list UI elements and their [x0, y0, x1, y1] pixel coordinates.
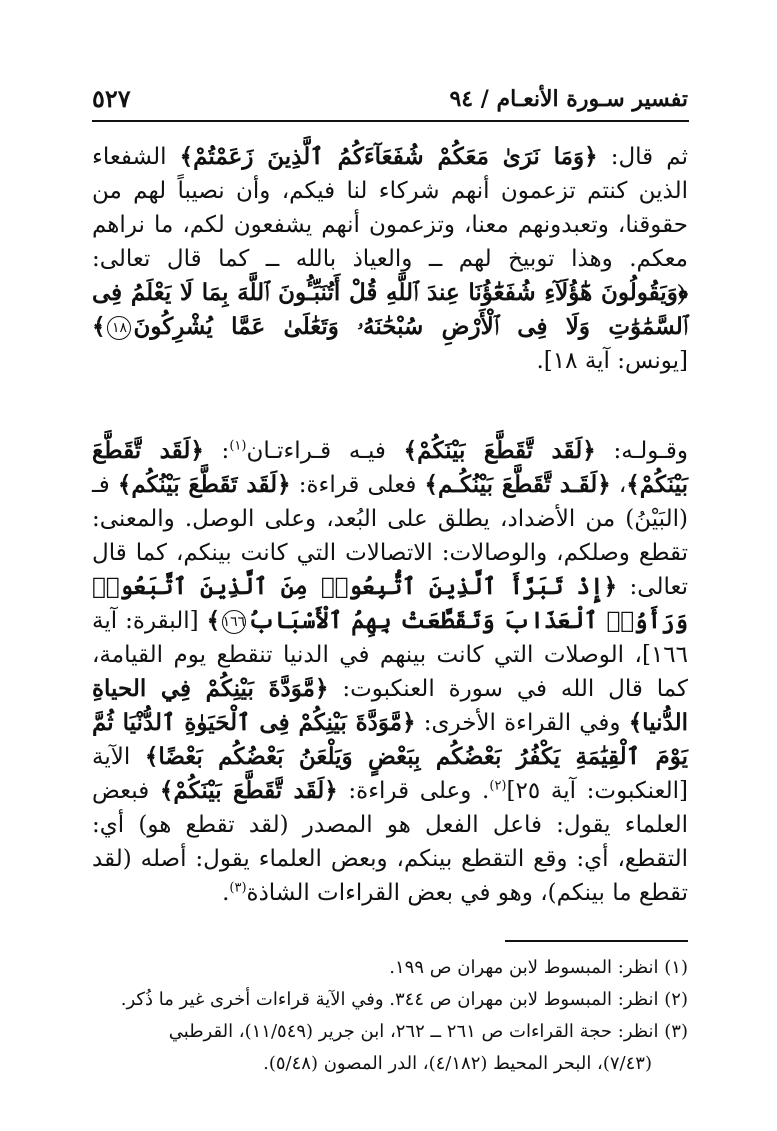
footnotes	[92, 952, 688, 1080]
footnote-rule	[505, 940, 688, 942]
quran-quote: ﴿لَقَد تَقَطَّعَ بَيْنُكُم﴾	[117, 471, 291, 498]
footnote-ref[interactable]: (١)	[229, 438, 247, 454]
text-run: فبعض العلماء يقول: فاعل الفعل هو المصدر (لقد تقطع هو) أي: التقطع، أي: وقع التقطع بينكم، وبعض العلماء يقول: أصله (لقد تقطع ما بينكم)، وهو في بعض القراءات الشاذة	[92, 778, 688, 906]
quran-quote: ﴿لَقَد تَّقَطَّعَ بَيْنَكُمْ﴾	[159, 777, 338, 804]
quote-close: ﴾	[206, 607, 221, 634]
quran-quote: ﴿وَمَا نَرَىٰ مَعَكُمْ شُفَعَآءَكُمُ ٱلَّذِينَ زَعَمْتُمْ﴾	[179, 143, 598, 170]
paragraph-1	[92, 140, 688, 378]
header-rule	[92, 120, 689, 122]
text-run: :	[203, 438, 230, 464]
ayah-number-mark: ١٦٦	[222, 610, 246, 634]
quran-quote: ﴿مَّوَدَّةَ بَيْنِكُمْ فِي الحياةِ الدُّنيا﴾	[92, 675, 688, 736]
quran-quote: ﴿لَقَد تَّقَطَّعَ بَيْنَكُمْ﴾	[92, 437, 689, 498]
text-run: الآية [العنكبوت: آية ٢٥]	[92, 744, 688, 804]
quran-quote: ﴿وَيَقُولُونَ هَٰٓؤُلَآءِ شُفَعَٰٓؤُنَا عِندَ ٱللَّهِ قُلْ أَتُنَبِّـُٔونَ ٱللَّهَ بِمَا لَا يَعْلَمُ فِى ٱلسَّمَٰوَٰتِ وَلَا فِى ٱلْأَرْضِ سُبْحَٰنَهُۥ وَتَعَٰلَىٰ عَمَّا يُشْرِكُونَ	[92, 279, 688, 340]
ayah-number-mark: ١٨	[107, 316, 131, 340]
text-run: فيـه قـراءتـان	[246, 438, 404, 464]
quran-quote: ﴿لَقَد تَّقَطَّعَ بَيْنَكُمْ﴾	[403, 437, 596, 464]
footnote-2: (٢) انظر: المبسوط لابن مهران ص ٣٤٤. وفي الآية قراءات أخرى غير ما ذُكر.	[120, 989, 688, 1010]
text-run: [البقرة: آية ١٦٦]، الوصلات التي كانت بينهم في الدنيا تنقطع يوم القيامة، كما قال الله في سورة العنكبوت:	[92, 608, 688, 702]
footnote-1: (١) انظر: المبسوط لابن مهران ص ١٩٩.	[389, 957, 688, 978]
text-run: وفي القراءة الأخرى:	[415, 710, 629, 736]
footnote-3: (٣) انظر: حجة القراءات ص ٢٦١ ــ ٢٦٢، ابن جرير (١١/٥٤٩)، القرطبي	[168, 1021, 688, 1042]
text-run: ثم قال:	[597, 144, 689, 170]
page-number: ٥٢٧	[92, 84, 131, 113]
text-run: فـ (البَيْنُ) من الأضداد، يطلق على البُعد، وعلى الوصل. والمعنى: تقطع وصلكم، والوصالات: الاتصالات التي كانت بينكم، كما قال تعالى:	[92, 472, 688, 600]
quote-close: ﴾	[92, 313, 106, 340]
paragraph-2	[92, 434, 688, 910]
quran-quote: ﴿مَّوَدَّةَ بَيْنِكُمْ فِى ٱلْحَيَوٰةِ ٱلدُّنْيَا ثُمَّ يَوْمَ ٱلْقِيَٰمَةِ يَكْفُرُ بَعْضُكُم بِبَعْضٍ وَيَلْعَنُ بَعْضُكُم بَعْضًا﴾	[92, 709, 688, 770]
running-header	[92, 82, 688, 120]
quran-quote: ﴿لَقَـد تَّقَطَّعَ بَيْنُكُـم﴾	[424, 471, 611, 498]
footnote-ref[interactable]: (٢)	[489, 778, 507, 794]
text-run: [يونس: آية ١٨].	[536, 348, 688, 374]
text-run: . وعلى قراءة:	[337, 778, 490, 804]
text-run: .	[222, 880, 230, 906]
header-title: تفسير سـورة الأنعـام / ٩٤	[449, 86, 688, 112]
footnote-3-continued: (٧/٤٣)، البحر المحيط (٤/١٨٢)، الدر المصون (٥/٤٨).	[263, 1053, 652, 1074]
text-run: ،	[610, 472, 627, 498]
text-run: فعلى قراءة:	[290, 472, 425, 498]
footnote-ref[interactable]: (٣)	[229, 880, 247, 896]
text-run: الشفعاء الذين كنتم تزعمون أنهم شركاء لنا فيكم، وأن نصيباً لهم من حقوقنا، وتعبدونهم معنا، وتزعمون أنهم يشفعون لكم، ما نراهم معكم. وهذا توبيخ لهم ــ والعياذ بالله ــ كما قال تعالى:	[92, 144, 688, 272]
text-run: وقـولـه:	[595, 438, 688, 464]
quran-quote: ﴿إِذْ تَبَرَّأَ ٱلَّذِينَ ٱتُّبِعُوا۟ مِنَ ٱلَّذِينَ ٱتَّبَعُوا۟ وَرَأَوُا۟ ٱلْعَذَابَ وَتَقَطَّعَتْ بِهِمُ ٱلْأَسْبَابُ	[92, 573, 688, 634]
